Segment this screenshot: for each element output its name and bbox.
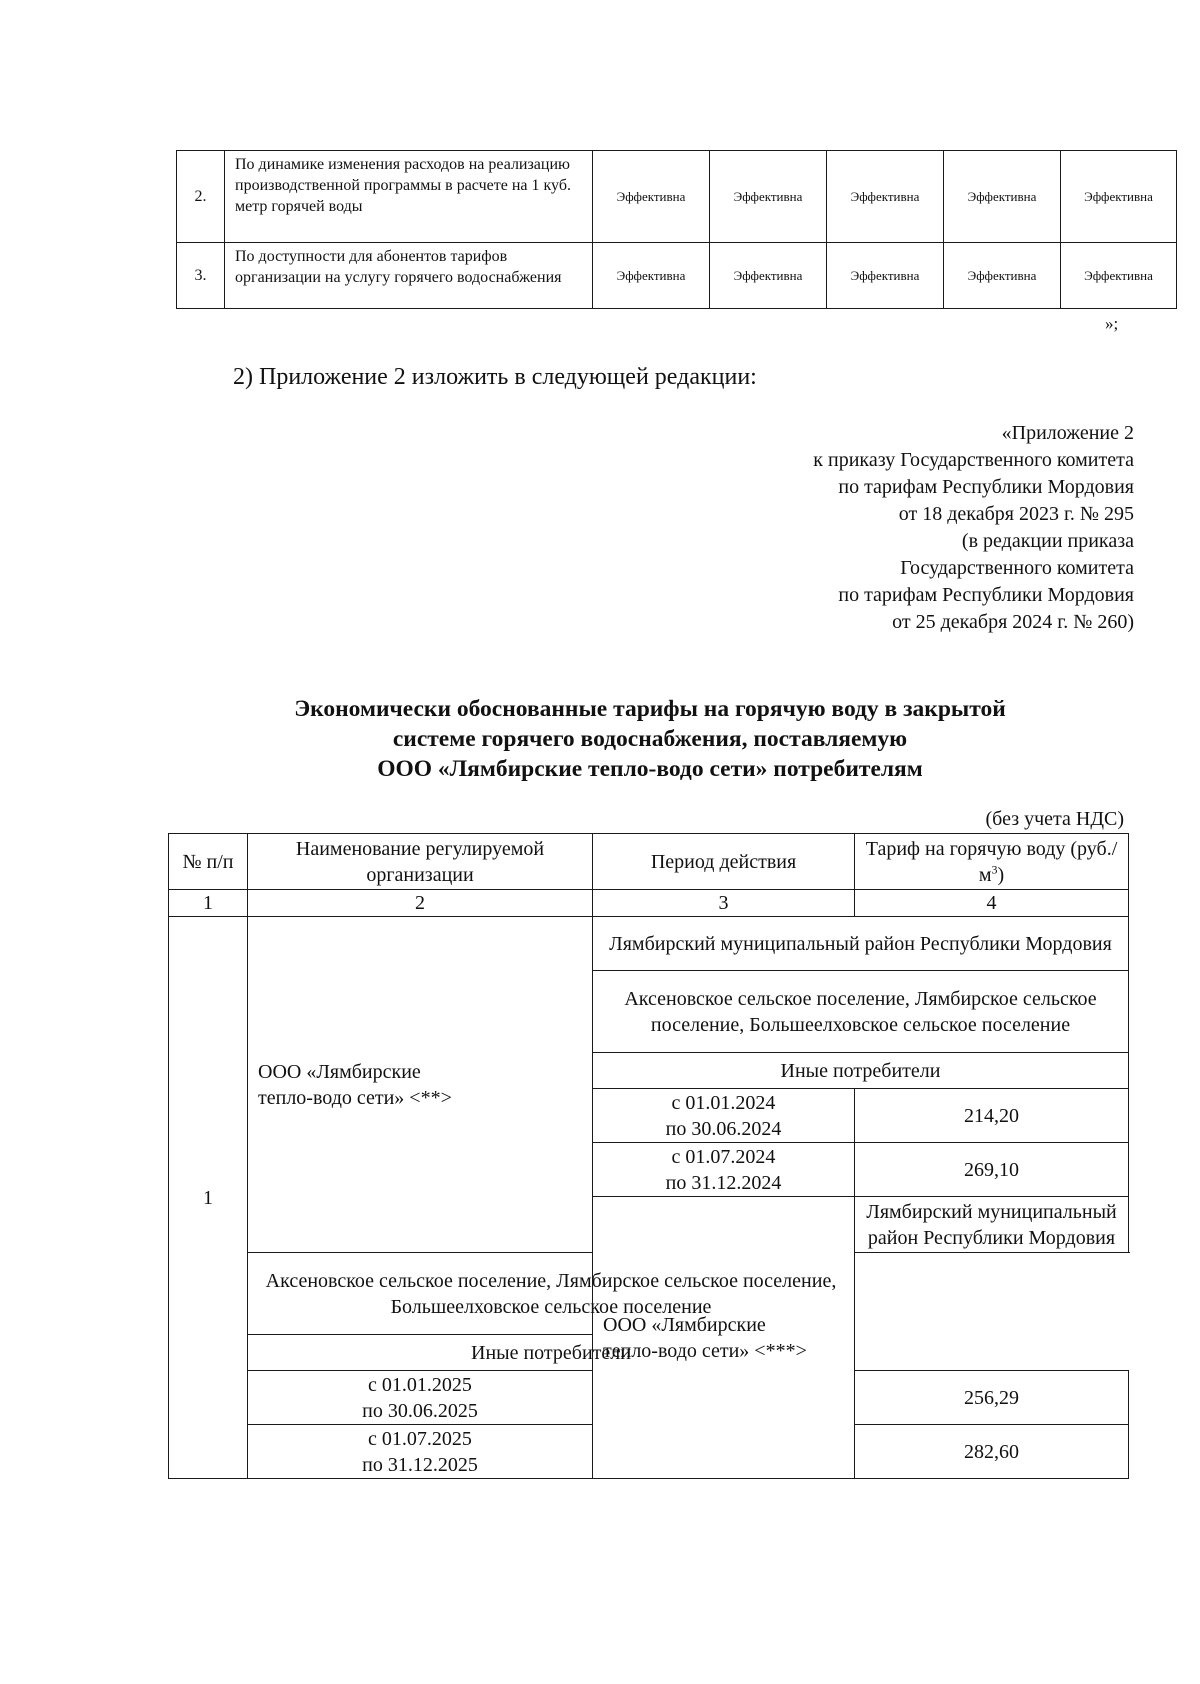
period-from: с 01.01.2025 — [368, 1373, 472, 1396]
organization-line: тепло-водо сети» <**> — [258, 1086, 452, 1109]
header-period: Период действия — [593, 834, 855, 890]
period-to: по 30.06.2025 — [362, 1399, 478, 1422]
closing-quote-mark: »; — [1105, 314, 1119, 333]
table-row — [177, 151, 1177, 243]
efficiency-value: Эффективна — [1061, 151, 1177, 243]
period-from: с 01.01.2024 — [671, 1091, 776, 1114]
tariff-table — [168, 833, 1129, 1479]
criterion-text: По динамике изменения расходов на реализацию производственной программы в расчете на 1 куб. метр горячей воды — [225, 151, 593, 243]
efficiency-value: Эффективна — [710, 243, 827, 309]
table-row — [177, 243, 1177, 309]
district-name: Лямбирский муниципальный район Республики Мордовия — [855, 1197, 1129, 1253]
organization-name — [248, 917, 593, 1253]
vat-note: (без учета НДС) — [985, 808, 1124, 830]
column-number: 2 — [248, 890, 593, 917]
header-tariff — [855, 834, 1129, 890]
efficiency-value: Эффективна — [593, 243, 710, 309]
tariff-value: 256,29 — [855, 1371, 1129, 1425]
appendix-line: по тарифам Республики Мордовия — [838, 476, 1134, 498]
appendix-line: от 18 декабря 2023 г. № 295 — [898, 503, 1134, 525]
appendix-line: от 25 декабря 2024 г. № 260) — [892, 611, 1134, 633]
organization-line: ООО «Лямбирские — [258, 1060, 421, 1083]
header-num: № п/п — [169, 834, 248, 890]
appendix-line: «Приложение 2 — [1001, 422, 1134, 444]
table-header-row — [169, 834, 1129, 890]
row-number: 2. — [177, 151, 225, 243]
criterion-text: По доступности для абонентов тарифов организации на услугу горячего водоснабжения — [225, 243, 593, 309]
tariff-value: 269,10 — [855, 1143, 1129, 1197]
row-number: 3. — [177, 243, 225, 309]
column-number: 1 — [169, 890, 248, 917]
organization-line: ООО «Лямбирские — [603, 1313, 766, 1336]
appendix-line: Государственного комитета — [900, 557, 1134, 579]
settlements: Аксеновское сельское поселение, Лямбирское сельское поселение, Большеелховское сельское поселение — [248, 1253, 855, 1335]
appendix-header — [434, 420, 1134, 636]
appendix-line: к приказу Государственного комитета — [813, 449, 1134, 471]
criteria-table — [176, 150, 1177, 309]
row-number: 1 — [169, 917, 248, 1479]
consumer-group: Иные потребители — [593, 1053, 1129, 1089]
appendix-line: (в редакции приказа — [961, 530, 1134, 552]
tariff-value: 214,20 — [855, 1089, 1129, 1143]
header-org: Наименование регулируемой организации — [248, 834, 593, 890]
efficiency-value: Эффективна — [827, 243, 944, 309]
period-cell — [248, 1371, 593, 1425]
period-cell — [248, 1425, 593, 1479]
header-tariff-sup: 3 — [991, 861, 998, 876]
efficiency-value: Эффективна — [1061, 243, 1177, 309]
district-name: Лямбирский муниципальный район Республики Мордовия — [593, 917, 1129, 971]
consumer-group: Иные потребители — [248, 1335, 855, 1371]
column-number: 4 — [855, 890, 1129, 917]
tariff-value: 282,60 — [855, 1425, 1129, 1479]
column-number-row — [169, 890, 1129, 917]
title-line: ООО «Лямбирские тепло-водо сети» потребителям — [377, 756, 923, 782]
efficiency-value: Эффективна — [944, 151, 1061, 243]
title-line: системе горячего водоснабжения, поставляемую — [392, 726, 908, 752]
document-title — [150, 694, 1150, 784]
period-to: по 31.12.2024 — [665, 1171, 782, 1194]
table-row — [169, 917, 1129, 971]
period-cell — [593, 1143, 855, 1197]
column-number: 3 — [593, 890, 855, 917]
efficiency-value: Эффективна — [827, 151, 944, 243]
title-line: Экономически обоснованные тарифы на горячую воду в закрытой — [294, 696, 1006, 722]
efficiency-value: Эффективна — [710, 151, 827, 243]
period-from: с 01.07.2025 — [368, 1427, 472, 1450]
settlements: Аксеновское сельское поселение, Лямбирское сельское поселение, Большеелховское сельское поселение — [593, 971, 1129, 1053]
intro-paragraph: 2) Приложение 2 изложить в следующей редакции: — [233, 364, 757, 390]
header-tariff-text: Тариф на горячую воду (руб./м — [865, 837, 1118, 886]
header-tariff-end: ) — [997, 863, 1005, 886]
period-from: с 01.07.2024 — [671, 1145, 776, 1168]
period-to: по 31.12.2025 — [362, 1453, 478, 1476]
appendix-line: по тарифам Республики Мордовия — [838, 584, 1134, 606]
period-cell — [593, 1089, 855, 1143]
efficiency-value: Эффективна — [593, 151, 710, 243]
efficiency-value: Эффективна — [944, 243, 1061, 309]
period-to: по 30.06.2024 — [665, 1117, 782, 1140]
organization-line: тепло-водо сети» <***> — [603, 1339, 807, 1362]
